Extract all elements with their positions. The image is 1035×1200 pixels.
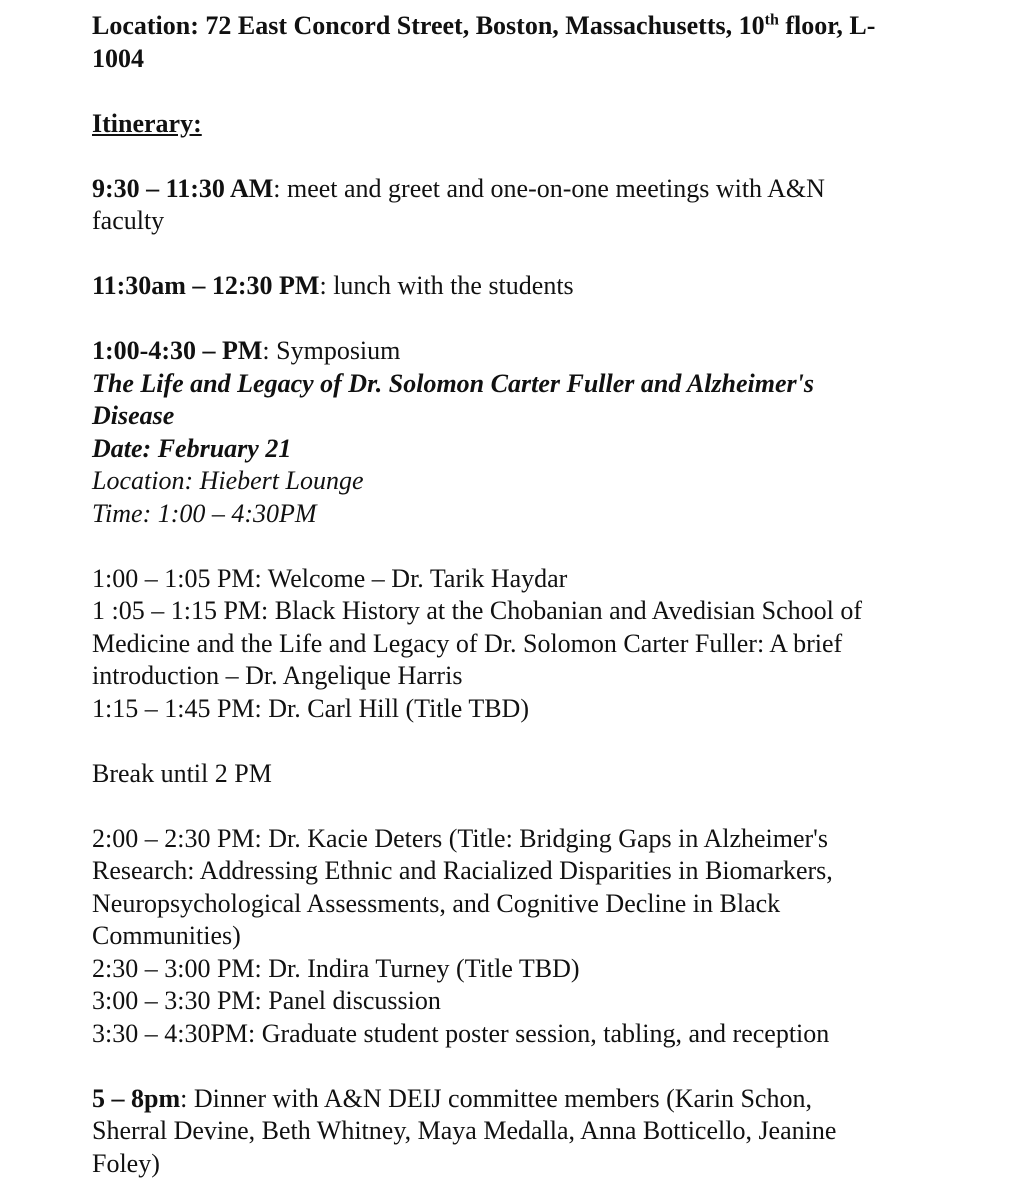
spacer (92, 140, 972, 173)
symposium-title-line-2: Disease (92, 401, 175, 430)
location-text-end: floor, L- (778, 11, 876, 40)
location-line-2: 1004 (92, 43, 144, 73)
symposium-time-line: Time: 1:00 – 4:30PM (92, 498, 317, 528)
dinner-time: 5 – 8pm (92, 1083, 181, 1113)
spacer (92, 725, 972, 758)
symposium-label: : Symposium (262, 336, 401, 365)
meet-greet-line-1 (92, 173, 972, 206)
symposium-time: 1:00-4:30 – PM (92, 336, 263, 365)
symposium-line (92, 335, 972, 368)
location-superscript: th (764, 11, 779, 29)
meet-greet-time: 9:30 – 11:30 AM (92, 173, 274, 203)
lunch-desc: : lunch with the students (319, 271, 574, 300)
spacer (92, 1050, 972, 1083)
spacer (92, 790, 972, 823)
schedule-line: 2:30 – 3:00 PM: Dr. Indira Turney (Title TBD) (92, 953, 580, 983)
schedule-line: Medicine and the Life and Legacy of Dr. Solomon Carter Fuller: A brief (92, 628, 843, 658)
dinner-line-3: Foley) (92, 1148, 160, 1178)
lunch-time: 11:30am – 12:30 PM (92, 271, 320, 300)
schedule-line: Research: Addressing Ethnic and Racialized Disparities in Biomarkers, (92, 856, 833, 885)
schedule-line: 1 :05 – 1:15 PM: Black History at the Chobanian and Avedisian School of (92, 596, 863, 625)
dinner-line-2: Sherral Devine, Beth Whitney, Maya Medalla, Anna Botticello, Jeanine (92, 1116, 837, 1145)
location-line-1 (92, 10, 972, 43)
spacer (92, 238, 972, 271)
itinerary-heading: Itinerary: (92, 108, 202, 138)
dinner-line-1 (92, 1083, 972, 1116)
lunch-line (92, 270, 972, 303)
location-text: Location: 72 East Concord Street, Boston, Massachusetts, 10 (92, 11, 765, 40)
schedule-line: Neuropsychological Assessments, and Cognitive Decline in Black (92, 888, 781, 918)
spacer (92, 530, 972, 563)
schedule-line: 1:00 – 1:05 PM: Welcome – Dr. Tarik Haydar (92, 563, 568, 593)
schedule-line: introduction – Dr. Angelique Harris (92, 661, 463, 690)
spacer (92, 303, 972, 336)
schedule-line: 2:00 – 2:30 PM: Dr. Kacie Deters (Title: Bridging Gaps in Alzheimer's (92, 823, 828, 853)
schedule-line: 3:00 – 3:30 PM: Panel discussion (92, 986, 441, 1015)
break-text: Break until 2 PM (92, 758, 272, 788)
meet-greet-line-2: faculty (92, 206, 165, 235)
document-body (92, 10, 972, 1180)
symposium-date: Date: February 21 (92, 433, 292, 463)
dinner-desc: : Dinner with A&N DEIJ committee members (Karin Schon, (180, 1083, 812, 1113)
symposium-location: Location: Hiebert Lounge (92, 466, 364, 495)
schedule-line: Communities) (92, 921, 241, 950)
schedule-line: 3:30 – 4:30PM: Graduate student poster session, tabling, and reception (92, 1018, 830, 1048)
schedule-line: 1:15 – 1:45 PM: Dr. Carl Hill (Title TBD) (92, 693, 529, 723)
meet-greet-desc: : meet and greet and one-on-one meetings with A&N (273, 173, 825, 203)
symposium-title-line-1: The Life and Legacy of Dr. Solomon Carter Fuller and Alzheimer's (92, 368, 815, 398)
spacer (92, 75, 972, 108)
